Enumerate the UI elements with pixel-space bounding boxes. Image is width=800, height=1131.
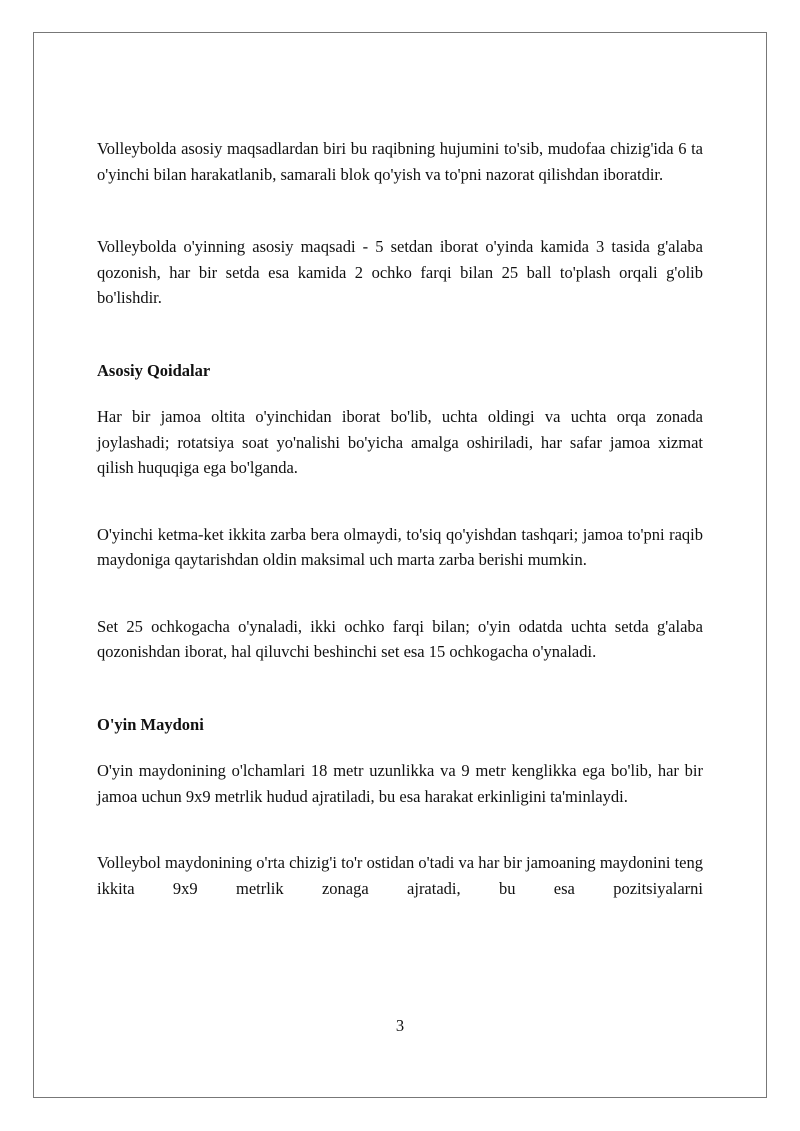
paragraph-set-scoring: Set 25 ochkogacha o'ynaladi, ikki ochko farqi bilan; o'yin odatda uchta setda g'alaba qozonishdan iborat, hal qiluvchi beshinchi set esa 15 ochkogacha o'ynaladi.	[97, 616, 703, 661]
paragraph-game-objective: Volleybolda o'yinning asosiy maqsadi - 5 setdan iborat o'yinda kamida 3 tasida g'alaba qozonish, har bir setda esa kamida 2 ochko farqi bilan 25 ball to'plash orqali g'olib bo'lishdir.	[97, 237, 703, 307]
heading-playing-court: O'yin Maydoni	[97, 714, 204, 734]
paragraph-court-dimensions: O'yin maydonining o'lchamlari 18 metr uzunlikka va 9 metr kenglikka ega bo'lib, har bir jamoa uchun 9x9 metrlik hudud ajratiladi, bu esa harakat erkinligini ta'minlaydi.	[97, 761, 703, 806]
paragraph-team-rotation: Har bir jamoa oltita o'yinchidan iborat bo'lib, uchta oldingi va uchta orqa zonada joylashadi; rotatsiya soat yo'nalishi bo'yicha amalga oshiriladi, har safar jamoa xizmat qilish huquqiga ega bo'lganda.	[97, 407, 703, 477]
document-body	[97, 136, 703, 901]
paragraph-hit-rules: O'yinchi ketma-ket ikkita zarba bera olmaydi, to'siq qo'yishdan tashqari; jamoa to'pni raqib maydoniga qaytarishdan oldin maksimal uch marta zarba berishi mumkin.	[97, 524, 703, 569]
heading-basic-rules: Asosiy Qoidalar	[97, 360, 211, 380]
paragraph-blocking-goal: Volleybolda asosiy maqsadlardan biri bu raqibning hujumini to'sib, mudofaa chizig'ida 6 ta o'yinchi bilan harakatlanib, samarali blok qo'yish va to'pni nazorat qilishdan iboratdir.	[97, 139, 703, 184]
paragraph-center-line: Volleybol maydonining o'rta chizig'i to'r ostidan o'tadi va har bir jamoaning maydonini teng ikkita 9x9 metrlik zonaga ajratadi, bu esa pozitsiyalarni	[97, 853, 703, 898]
page-number: 3	[395, 1016, 405, 1035]
